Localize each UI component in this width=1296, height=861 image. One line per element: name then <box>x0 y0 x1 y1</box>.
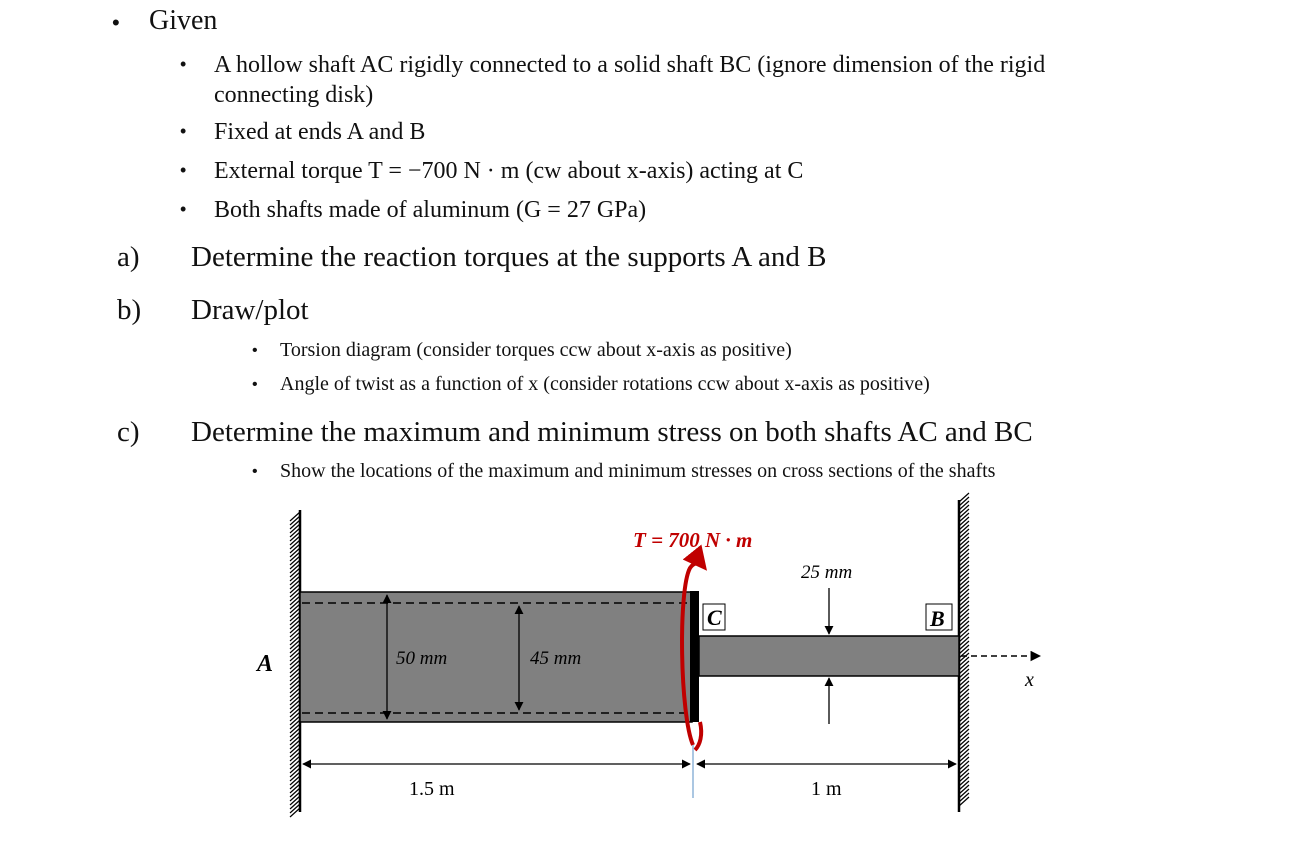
question-b-label: b) <box>117 294 142 326</box>
bullet: • <box>180 54 187 74</box>
dim-solid-label: 25 mm <box>801 562 853 583</box>
rigid-disk-c <box>690 591 699 722</box>
len-ac-label: 1.5 m <box>409 778 455 800</box>
support-wall-b <box>959 493 969 812</box>
given-item-3: External torque T = −700 N · m (cw about x-axis) acting at C <box>214 158 804 184</box>
bullet: • <box>180 199 187 219</box>
question-b-sub-2: Angle of twist as a function of x (consider rotations ccw about x-axis as positive) <box>280 373 930 395</box>
given-item-2: Fixed at ends A and B <box>214 119 426 145</box>
question-b-sub-1: Torsion diagram (consider torques ccw about x-axis as positive) <box>280 339 792 361</box>
given-item-4: Both shafts made of aluminum (G = 27 GPa) <box>214 197 647 223</box>
torque-arrow-tail <box>695 722 701 750</box>
given-item-1-cont: connecting disk) <box>214 82 374 108</box>
given-item-1: A hollow shaft AC rigidly connected to a solid shaft BC (ignore dimension of the rigid <box>214 52 1046 78</box>
bullet: • <box>252 463 258 480</box>
bullet: • <box>252 376 258 393</box>
torque-label: T = 700 N · m <box>633 528 753 552</box>
bullet: • <box>180 121 187 141</box>
x-axis-label: x <box>1025 669 1034 691</box>
solid-shaft-bc <box>699 636 959 676</box>
bullet: • <box>112 10 120 35</box>
question-a-text: Determine the reaction torques at the supports A and B <box>191 241 827 273</box>
dim-outer-label: 50 mm <box>396 648 448 669</box>
question-c-text: Determine the maximum and minimum stress on both shafts AC and BC <box>191 416 1033 448</box>
question-a-label: a) <box>117 241 140 273</box>
len-bc-label: 1 m <box>811 778 842 800</box>
point-a-label: A <box>257 651 274 677</box>
hollow-shaft-ac <box>300 592 692 722</box>
bullet: • <box>180 160 187 180</box>
support-wall-a <box>290 510 300 817</box>
question-c-sub-1: Show the locations of the maximum and minimum stresses on cross sections of the shafts <box>280 460 996 482</box>
question-b-text: Draw/plot <box>191 294 309 326</box>
bullet: • <box>252 342 258 359</box>
point-b-label: B <box>930 606 945 631</box>
question-c-label: c) <box>117 416 140 448</box>
dim-inner-label: 45 mm <box>530 648 582 669</box>
given-heading: Given <box>149 5 218 36</box>
point-c-label: C <box>707 605 722 630</box>
